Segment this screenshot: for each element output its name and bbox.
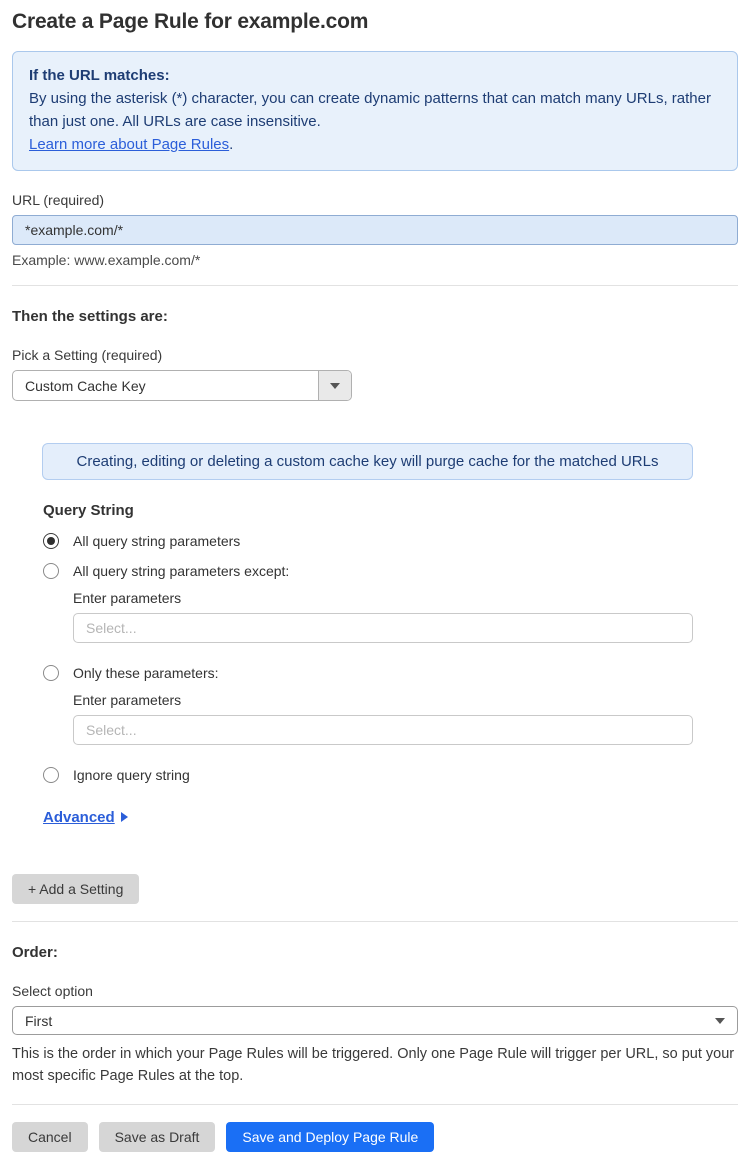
url-input[interactable] <box>12 215 738 245</box>
order-select-label: Select option <box>12 983 93 999</box>
pick-setting-label: Pick a Setting (required) <box>12 347 163 363</box>
order-heading: Order: <box>12 944 58 961</box>
link-suffix: . <box>229 136 234 153</box>
setting-select-value: Custom Cache Key <box>25 377 146 394</box>
url-field-label: URL (required) <box>12 192 105 208</box>
radio-only-these-params[interactable] <box>43 665 738 681</box>
url-match-info-box <box>12 51 738 171</box>
advanced-link-label: Advanced <box>43 809 115 826</box>
cancel-button[interactable]: Cancel <box>12 1122 88 1152</box>
advanced-link[interactable] <box>43 809 115 826</box>
enter-parameters-label: Enter parameters <box>73 590 182 606</box>
chevron-right-icon <box>121 812 128 822</box>
radio-label: All query string parameters <box>73 533 241 549</box>
order-helper-text: This is the order in which your Page Rules will be triggered. Only one Page Rule will trigger per URL, so put your most specific Page Rules at the top. <box>12 1046 735 1084</box>
save-and-deploy-button[interactable]: Save and Deploy Page Rule <box>226 1122 434 1152</box>
learn-more-link[interactable]: Learn more about Page Rules <box>29 136 230 153</box>
divider <box>12 1104 738 1105</box>
cache-key-notice: Creating, editing or deleting a custom cache key will purge cache for the matched URLs <box>42 443 693 480</box>
radio-button-icon[interactable] <box>43 767 59 783</box>
save-as-draft-button[interactable]: Save as Draft <box>99 1122 216 1152</box>
setting-select[interactable] <box>12 370 352 401</box>
settings-heading: Then the settings are: <box>12 308 168 325</box>
parameters-except-input[interactable] <box>73 613 693 643</box>
query-string-heading: Query String <box>43 502 134 519</box>
url-helper-text: Example: www.example.com/* <box>12 252 201 268</box>
info-box-body: By using the asterisk (*) character, you can create dynamic patterns that can match many URLs, rather than just one. All URLs are case insensitive. <box>29 90 711 130</box>
radio-ignore-query-string[interactable] <box>43 767 738 783</box>
radio-button-icon[interactable] <box>43 563 59 579</box>
info-box-heading: If the URL matches: <box>29 67 170 84</box>
add-setting-button[interactable]: + Add a Setting <box>12 874 139 904</box>
radio-button-icon[interactable] <box>43 533 59 549</box>
divider <box>12 921 738 922</box>
page-title: Create a Page Rule for example.com <box>12 10 369 33</box>
order-select[interactable] <box>12 1006 738 1035</box>
radio-label: Only these parameters: <box>73 665 219 681</box>
radio-all-params-except[interactable] <box>43 563 738 579</box>
info-box-link-line <box>29 133 721 156</box>
setting-select-arrow-button[interactable] <box>318 371 351 400</box>
chevron-down-icon <box>330 383 340 389</box>
advanced-row <box>12 783 738 827</box>
enter-parameters-label: Enter parameters <box>73 692 182 708</box>
footer-actions <box>12 1122 738 1152</box>
radio-all-query-params[interactable] <box>43 533 738 549</box>
divider <box>12 285 738 286</box>
add-setting-row <box>12 827 738 904</box>
only-these-parameters-input[interactable] <box>73 715 693 745</box>
chevron-down-icon <box>715 1018 725 1024</box>
radio-label: Ignore query string <box>73 767 190 783</box>
radio-label: All query string parameters except: <box>73 563 290 579</box>
radio-button-icon[interactable] <box>43 665 59 681</box>
order-select-value: First <box>25 1012 53 1029</box>
